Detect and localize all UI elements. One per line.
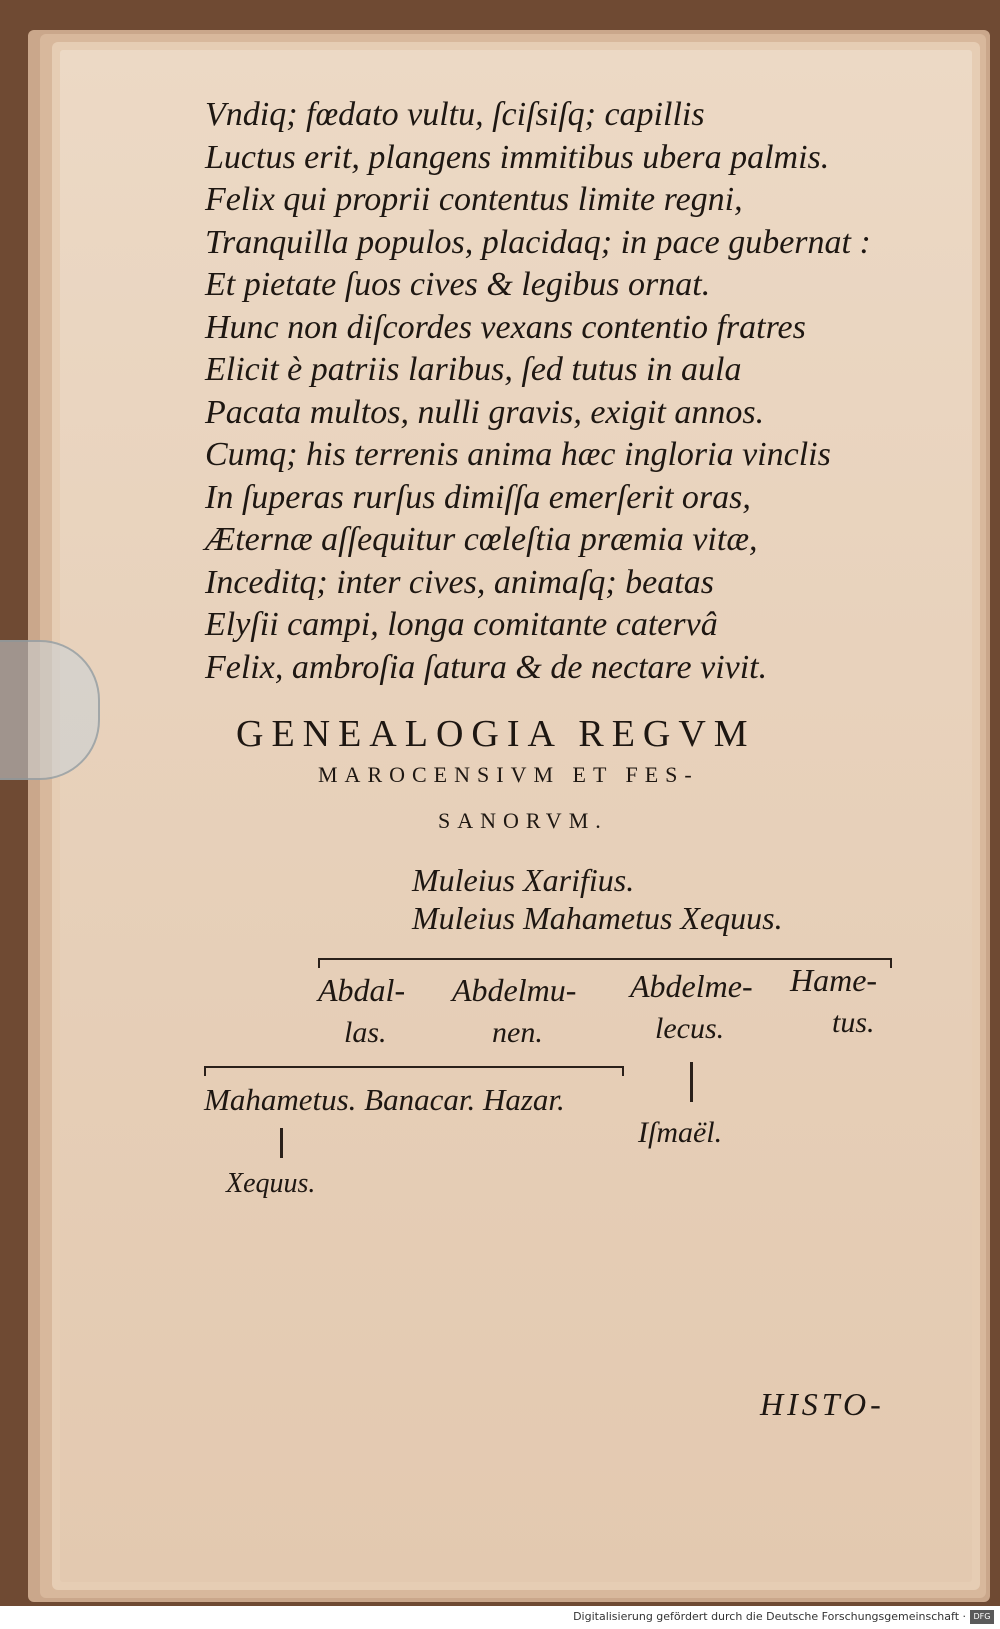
verse-line: Luctus erit, plangens immitibus ubera palmis. [205, 138, 830, 176]
catchword: HISTO- [760, 1386, 885, 1422]
heading-line-1: GENEALOGIA REGVM [236, 713, 756, 755]
dfg-logo: DFG [970, 1610, 994, 1624]
son-3-bottom: lecus. [655, 1012, 725, 1045]
verse-line: Felix qui proprii contentus limite regni, [205, 181, 743, 218]
verse-line: Æternæ aſſequitur cœleſtia præmia vitæ, [205, 521, 758, 558]
ismael-label: Iſmaël. [638, 1116, 723, 1149]
son-4-bottom: tus. [832, 1006, 875, 1039]
verse-line: Vndiq; fœdato vultu, ſciſsiſq; capillis [205, 96, 705, 133]
footer-bar [0, 1606, 1000, 1629]
verse-line: In ſuperas rurſus dimiſſa emerſerit oras, [205, 478, 751, 516]
verse-line: Et pietate ſuos cives & legibus ornat. [205, 266, 711, 303]
verse-line: Inceditq; inter cives, animaſq; beatas [205, 563, 714, 601]
verse-line: Pacata multos, nulli gravis, exigit annos. [205, 393, 765, 431]
son-2-top: Abdelmu- [452, 972, 577, 1008]
verse-line: Tranquilla populos, placidaq; in pace gubernat : [205, 223, 871, 261]
grandsons-line: Mahametus. Banacar. Hazar. [204, 1082, 565, 1117]
xequus-connector [280, 1128, 283, 1158]
genealogy-root-1: Muleius Xarifius. [412, 862, 635, 898]
verse-line: Cumq; his terrenis anima hæc ingloria vinclis [205, 436, 831, 473]
heading-line-2: MAROCENSIVM ET FES- [318, 762, 699, 787]
xequus-label: Xequus. [226, 1168, 316, 1199]
verse-block [205, 94, 925, 689]
son-3-top: Abdelme- [630, 968, 753, 1004]
verse-line: Elicit è patriis laribus, ſed tutus in aula [205, 351, 742, 388]
ismael-connector [690, 1062, 693, 1102]
verse-line: Hunc non diſcordes vexans contentio fratres [205, 308, 806, 346]
page-clip [0, 640, 100, 780]
heading-line-3: SANORVM. [438, 808, 608, 833]
verse-line: Felix, ambroſia ſatura & de nectare vivit. [205, 648, 768, 686]
grandsons-brace [204, 1066, 624, 1078]
son-1-top: Abdal- [318, 972, 406, 1008]
son-2-bottom: nen. [492, 1016, 543, 1049]
son-4-top: Hame- [790, 962, 878, 998]
footer-credit: Digitalisierung gefördert durch die Deutsche Forschungsgemeinschaft · [573, 1610, 966, 1623]
verse-line: Elyſii campi, longa comitante catervâ [205, 606, 718, 643]
genealogy-root-2: Muleius Mahametus Xequus. [412, 900, 783, 936]
son-1-bottom: las. [344, 1016, 387, 1049]
